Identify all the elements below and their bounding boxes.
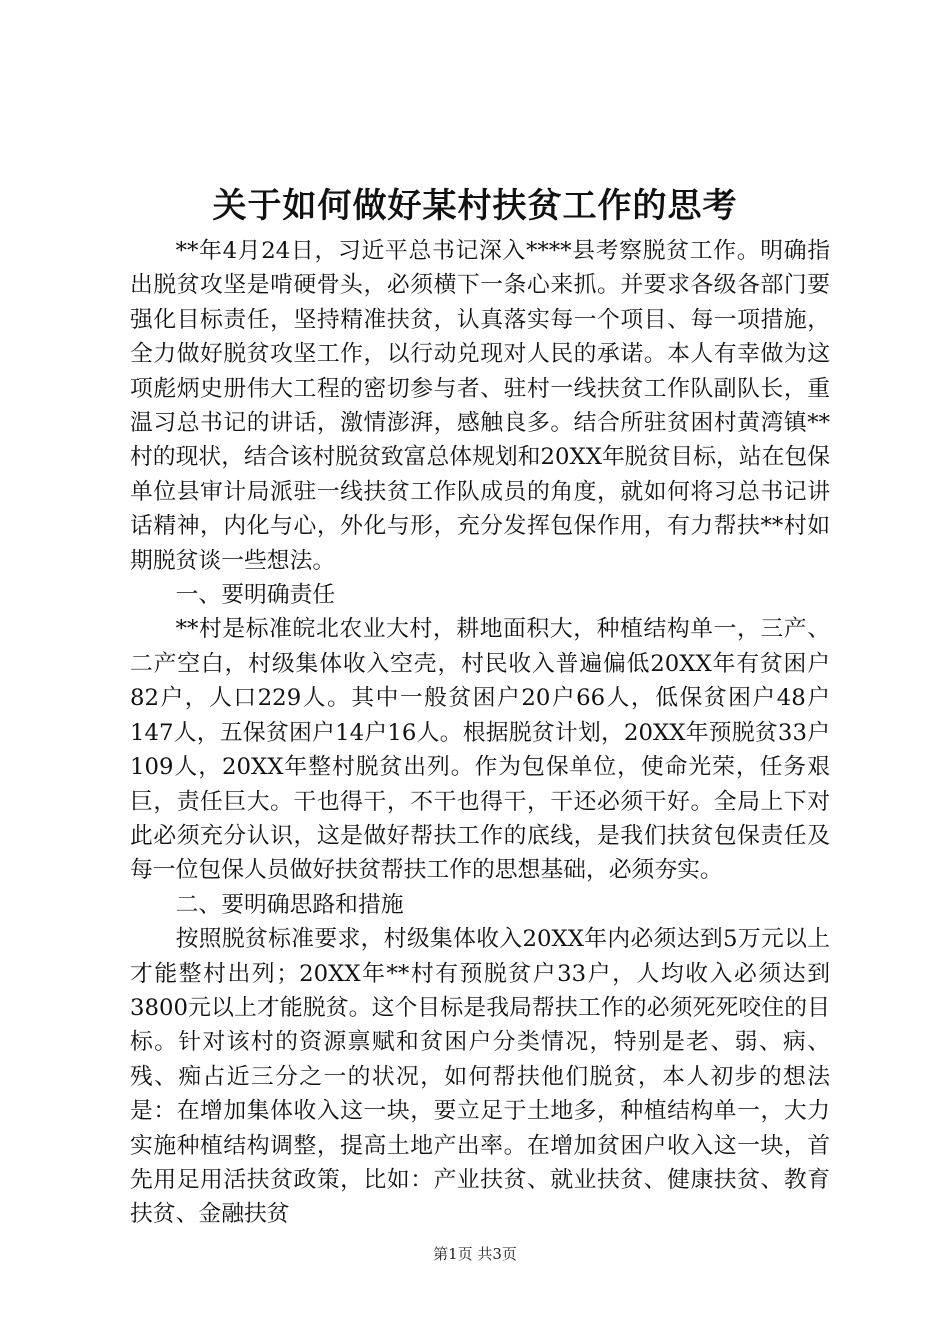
section-heading-2: 二、要明确思路和措施 xyxy=(175,891,404,918)
document-title: 关于如何做好某村扶贫工作的思考 xyxy=(212,186,738,226)
intro-paragraph: **年4月24日，习近平总书记深入****县考察脱贫工作。明确指出脱贫攻坚是啃硬骨头，必须横下一条心来抓。并要求各级各部门要强化目标责任，坚持精准扶贫，认真落实每一个项目、每一项措施，全力做好脱贫攻坚工作，以行动兑现对人民的承诺。本人有幸做为这项彪炳史册伟大工程的密切参与者、驻村一线扶贫工作队副队长，重温习总书记的讲话，激情澎湃，感触良多。结合所驻贫困村黄湾镇**村的现状，结合该村脱贫致富总体规划和20XX年脱贫目标，站在包保单位县审计局派驻一线扶贫工作队成员的角度，就如何将习总书记讲话精神，内化与心，外化与形，充分发挥包保作用，有力帮扶**村如期脱贫谈一些想法。 xyxy=(130,238,830,574)
document-body xyxy=(130,234,830,1232)
section-2-paragraph: 按照脱贫标准要求，村级集体收入20XX年内必须达到5万元以上才能整村出列；20XX年**村有预脱贫户33户，人均收入必须达到3800元以上才能脱贫。这个目标是我局帮扶工作的必须死死咬住的目标。针对该村的资源禀赋和贫困户分类情况，特别是老、弱、病、残、痴占近三分之一的状况，如何帮扶他们脱贫，本人初步的想法是：在增加集体收入这一块，要立足于土地多，种植结构单一，大力实施种植结构调整，提高土地产出率。在增加贫困户收入这一块，首先用足用活扶贫政策，比如：产业扶贫、就业扶贫、健康扶贫、教育扶贫、金融扶贫 xyxy=(130,926,830,1228)
page-footer: 第1页 共3页 xyxy=(433,1245,517,1263)
section-heading-1: 一、要明确责任 xyxy=(175,582,336,609)
section-1-paragraph: **村是标准皖北农业大村，耕地面积大，种植结构单一，三产、二产空白，村级集体收入空壳，村民收入普遍偏低20XX年有贫困户82户，人口229人。其中一般贫困户20户66人，低保贫困户48户147人，五保贫困户14户16人。根据脱贫计划，20XX年预脱贫33户109人，20XX年整村脱贫出列。作为包保单位，使命光荣，任务艰巨，责任巨大。干也得干，不干也得干，干还必须干好。全局上下对此必须充分认识，这是做好帮扶工作的底线，是我们扶贫包保责任及每一位包保人员做好扶贫帮扶工作的思想基础，必须夯实。 xyxy=(130,616,830,884)
